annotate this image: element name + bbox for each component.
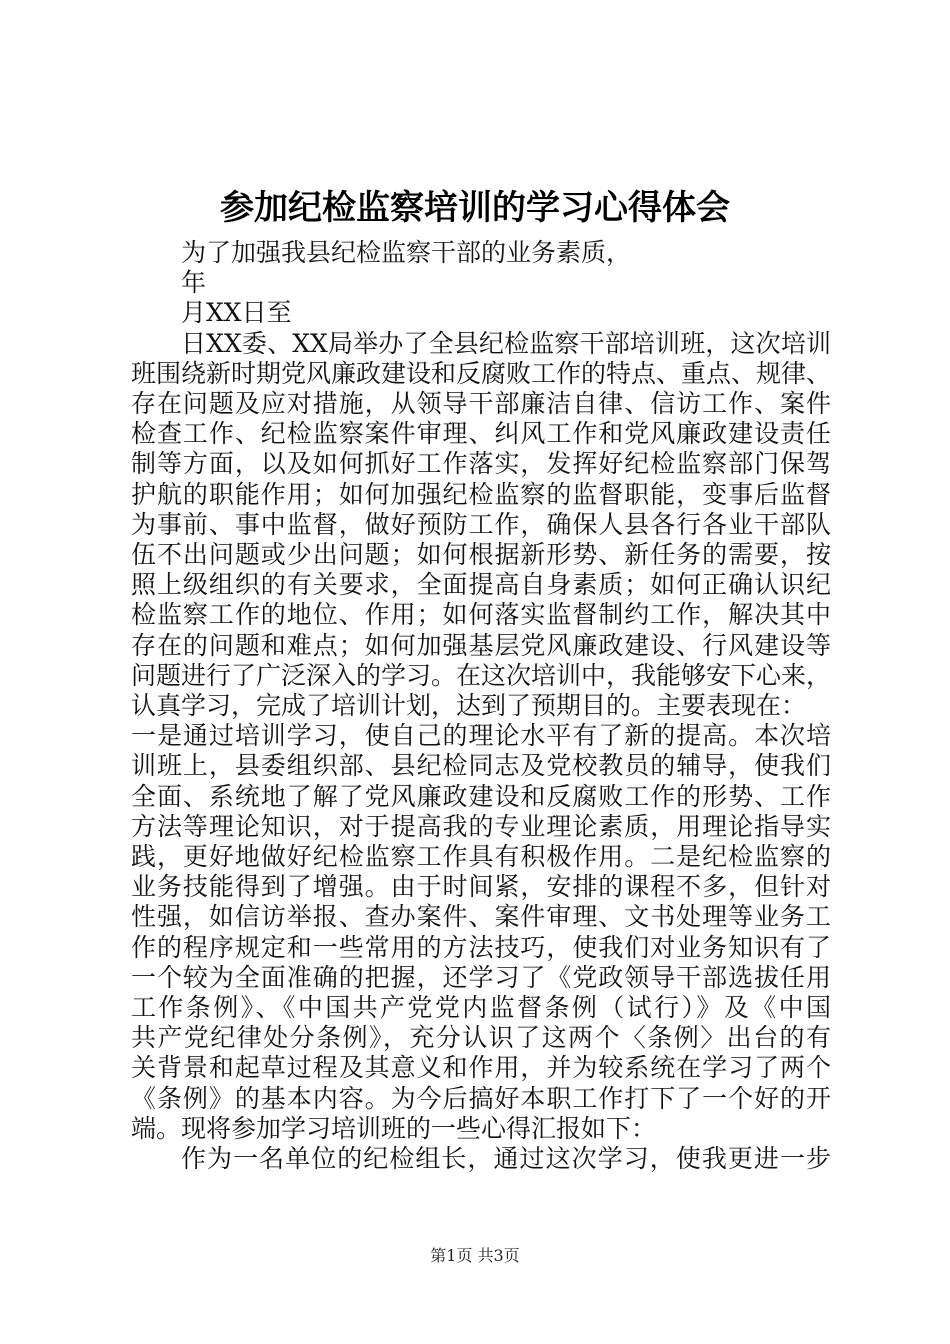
- body-line: 《条例》的基本内容。为今后搞好本职工作打下了一个好的开: [131, 1083, 831, 1113]
- body-line: 日XX委、XX局举办了全县纪检监察干部培训班，这次培训: [181, 328, 831, 358]
- body-line: 月XX日至: [181, 298, 292, 328]
- body-line: 作的程序规定和一些常用的方法技巧，使我们对业务知识有了: [131, 932, 831, 962]
- body-line: 践，更好地做好纪检监察工作具有积极作用。二是纪检监察的: [131, 842, 831, 871]
- body-line: 为事前、事中监督，做好预防工作，确保人县各行各业干部队: [131, 509, 831, 539]
- page-footer: 第1页 共3页: [430, 1246, 520, 1265]
- body-line: 作为一名单位的纪检组长，通过这次学习，使我更进一步: [181, 1144, 831, 1173]
- body-line: 一是通过培训学习，使自己的理论水平有了新的提高。本次培: [131, 721, 831, 751]
- body-line: 性强，如信访举报、查办案件、案件审理、文书处理等业务工: [131, 902, 831, 932]
- body-line: 全面、系统地了解了党风廉政建设和反腐败工作的形势、工作: [131, 781, 831, 811]
- body-line: 业务技能得到了增强。由于时间紧，安排的课程不多，但针对: [131, 872, 831, 902]
- body-line: 问题进行了广泛深入的学习。在这次培训中，我能够安下心来，: [131, 660, 832, 690]
- body-line: 共产党纪律处分条例》，充分认识了这两个〈条例〉出台的有: [131, 1023, 831, 1053]
- body-line: 伍不出问题或少出问题；如何根据新形势、新任务的需要，按: [131, 540, 831, 569]
- body-line: 存在的问题和难点；如何加强基层党风廉政建设、行风建设等: [131, 630, 831, 660]
- body-line: 为了加强我县纪检监察干部的业务素质，: [181, 238, 632, 267]
- body-line: 认真学习，完成了培训计划，达到了预期目的。主要表现在：: [131, 691, 807, 720]
- body-line: 护航的职能作用；如何加强纪检监察的监督职能，变事后监督: [131, 479, 831, 509]
- body-line: 制等方面，以及如何抓好工作落实，发挥好纪检监察部门保驾: [131, 449, 831, 479]
- body-line: 一个较为全面准确的把握，还学习了《党政领导干部选拔任用: [131, 962, 831, 992]
- body-line: 训班上，县委组织部、县纪检同志及党校教员的辅导，使我们: [131, 751, 831, 781]
- body-line: 工作条例》、《中国共产党党内监督条例（试行）》及《中国: [131, 993, 831, 1022]
- body-line: 方法等理论知识，对于提高我的专业理论素质，用理论指导实: [131, 811, 831, 841]
- body-line: 年: [181, 268, 207, 298]
- body-line: 存在问题及应对措施，从领导干部廉洁自律、信访工作、案件: [131, 389, 831, 418]
- body-line: 检查工作、纪检监察案件审理、纠风工作和党风廉政建设责任: [131, 419, 831, 449]
- body-line: 照上级组织的有关要求，全面提高自身素质；如何正确认识纪: [131, 570, 831, 600]
- body-line: 端。现将参加学习培训班的一些心得汇报如下：: [131, 1113, 657, 1143]
- document-title: 参加纪检监察培训的学习心得体会: [220, 188, 730, 228]
- body-line: 关背景和起草过程及其意义和作用，并为较系统在学习了两个: [131, 1053, 831, 1083]
- body-line: 班围绕新时期党风廉政建设和反腐败工作的特点、重点、规律、: [131, 358, 832, 388]
- body-line: 检监察工作的地位、作用；如何落实监督制约工作，解决其中: [131, 600, 831, 630]
